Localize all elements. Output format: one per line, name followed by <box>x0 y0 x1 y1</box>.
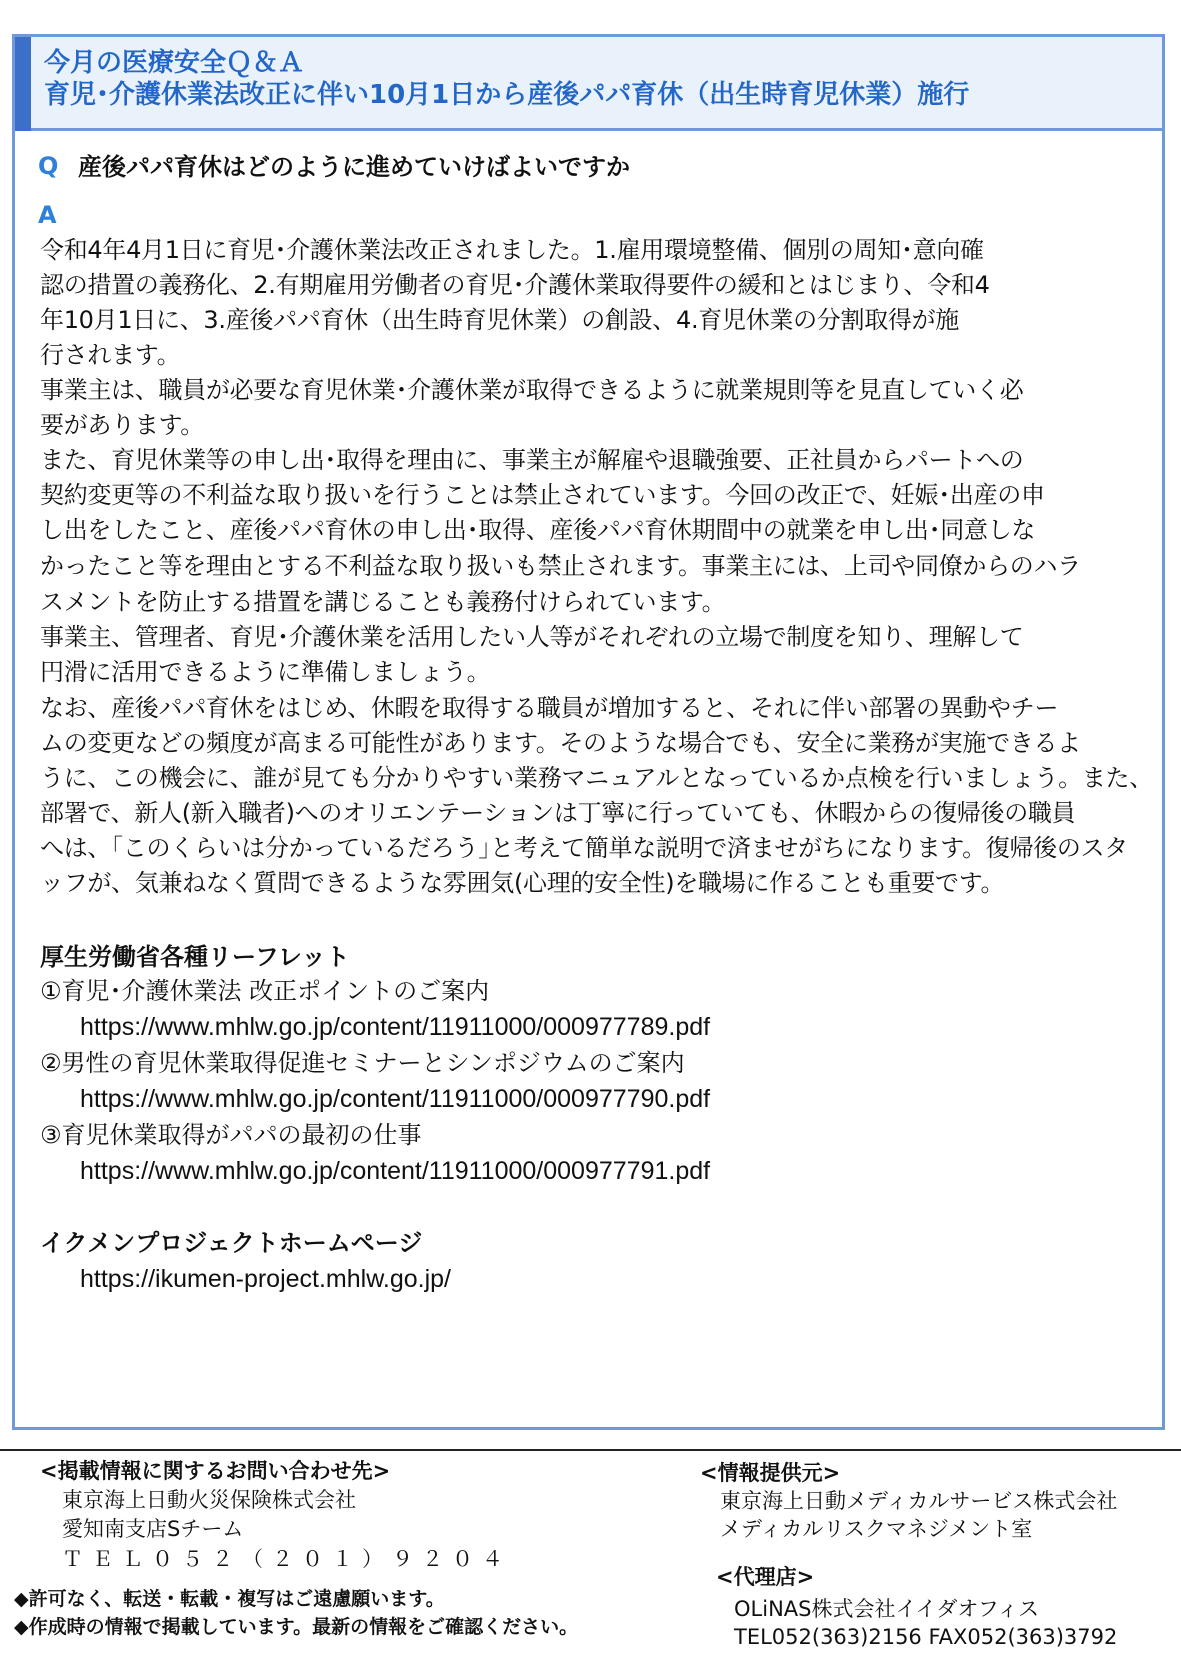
leaflet-label: ①育児･介護休業法 改正ポイントのご案内 <box>40 977 490 1005</box>
page-title: 今月の医療安全Ｑ＆Ａ <box>44 48 305 78</box>
answer-line: うに、この機会に、誰が見ても分かりやすい業務マニュアルとなっているか点検を行いましょう。また、 <box>40 764 1153 792</box>
provider-dept: メディカルリスクマネジメント室 <box>720 1517 1033 1541</box>
answer-line: 認の措置の義務化、2.有期雇用労働者の育児･介護休業取得要件の緩和とはじまり、令和4 <box>40 271 990 299</box>
leaflet-label: ②男性の育児休業取得促進セミナーとシンポジウムのご案内 <box>40 1049 685 1077</box>
answer-line: ッフが、気兼ねなく質問できるような雰囲気(心理的安全性)を職場に作ることも重要です。 <box>40 869 1005 897</box>
answer-line: 令和4年4月1日に育児･介護休業法改正されました。1.雇用環境整備、個別の周知･意向確 <box>40 236 984 264</box>
leaflet-label: ③育児休業取得がパパの最初の仕事 <box>40 1121 422 1149</box>
provider-heading: <情報提供元> <box>700 1461 841 1485</box>
answer-line: スメントを防止する措置を講じることも義務付けられています。 <box>40 588 726 616</box>
answer-line: し出をしたこと、産後パパ育休の申し出･取得、産後パパ育休期間中の就業を申し出･同意しな <box>40 516 1036 544</box>
answer-mark: A <box>38 201 57 229</box>
question-text: 産後パパ育休はどのように進めていけばよいですか <box>78 153 630 181</box>
contact-branch: 愛知南支店Sチーム <box>62 1517 244 1541</box>
leaflet-link[interactable]: https://www.mhlw.go.jp/content/11911000/000977790.pdf <box>80 1085 711 1113</box>
answer-line: かったこと等を理由とする不利益な取り扱いも禁止されます。事業主には、上司や同僚からのハラ <box>40 552 1081 580</box>
provider-company: 東京海上日動メディカルサービス株式会社 <box>720 1489 1118 1513</box>
answer-line: 要があります。 <box>40 411 204 439</box>
answer-line: 年10月1日に、3.産後パパ育休（出生時育児休業）の創設、4.育児休業の分割取得が施 <box>40 306 960 334</box>
answer-line: なお、産後パパ育休をはじめ、休暇を取得する職員が増加すると、それに伴い部署の異動やチー <box>40 694 1059 722</box>
answer-line: 事業主、管理者、育児･介護休業を活用したい人等がそれぞれの立場で制度を知り、理解して <box>40 623 1024 651</box>
answer-line: 事業主は、職員が必要な育児休業･介護休業が取得できるように就業規則等を見直していく必 <box>40 376 1024 404</box>
answer-line: ムの変更などの頻度が高まる可能性があります。そのような場合でも、安全に業務が実施できるよ <box>40 729 1081 757</box>
answer-line: また、育児休業等の申し出･取得を理由に、事業主が解雇や退職強要、正社員からパートへの <box>40 446 1024 474</box>
answer-line: 行されます。 <box>40 341 181 369</box>
contact-heading: <掲載情報に関するお問い合わせ先> <box>40 1459 391 1483</box>
leaflets-heading: 厚生労働省各種リーフレット <box>40 943 350 971</box>
ikumen-link[interactable]: https://ikumen-project.mhlw.go.jp/ <box>80 1265 451 1293</box>
answer-line: 契約変更等の不利益な取り扱いを行うことは禁止されています。今回の改正で、妊娠･出産の申 <box>40 481 1045 509</box>
answer-line: 部署で、新人(新入職者)へのオリエンテーションは丁寧に行っていても、休暇からの復帰後の職員 <box>40 799 1076 827</box>
agency-tel: TEL052(363)2156 FAX052(363)3792 <box>734 1625 1118 1649</box>
notice-copy: ◆許可なく、転送・転載・複写はご遠慮願います。 <box>14 1588 445 1610</box>
contact-tel: ＴＥＬ０５２（２０１）９２０４ <box>62 1547 512 1571</box>
footer-divider <box>0 1449 1181 1451</box>
agency-name: OLiNAS株式会社イイダオフィス <box>734 1597 1040 1621</box>
leaflet-link[interactable]: https://www.mhlw.go.jp/content/11911000/000977791.pdf <box>80 1157 711 1185</box>
question-mark: Q <box>38 152 59 180</box>
agency-heading: <代理店> <box>716 1565 815 1589</box>
title-accent-bar <box>15 37 31 131</box>
answer-line: へは、｢このくらいは分かっているだろう｣と考えて簡単な説明で済ませがちになります。復帰後のスタ <box>40 834 1128 862</box>
leaflet-link[interactable]: https://www.mhlw.go.jp/content/11911000/000977789.pdf <box>80 1013 711 1041</box>
ikumen-heading: イクメンプロジェクトホームページ <box>40 1229 423 1257</box>
answer-line: 円滑に活用できるように準備しましょう。 <box>40 658 491 686</box>
contact-company: 東京海上日動火災保険株式会社 <box>62 1488 356 1512</box>
page-subtitle: 育児･介護休業法改正に伴い10月1日から産後パパ育休（出生時育児休業）施行 <box>44 80 970 110</box>
notice-latest: ◆作成時の情報で掲載しています。最新の情報をご確認ください。 <box>14 1616 579 1638</box>
